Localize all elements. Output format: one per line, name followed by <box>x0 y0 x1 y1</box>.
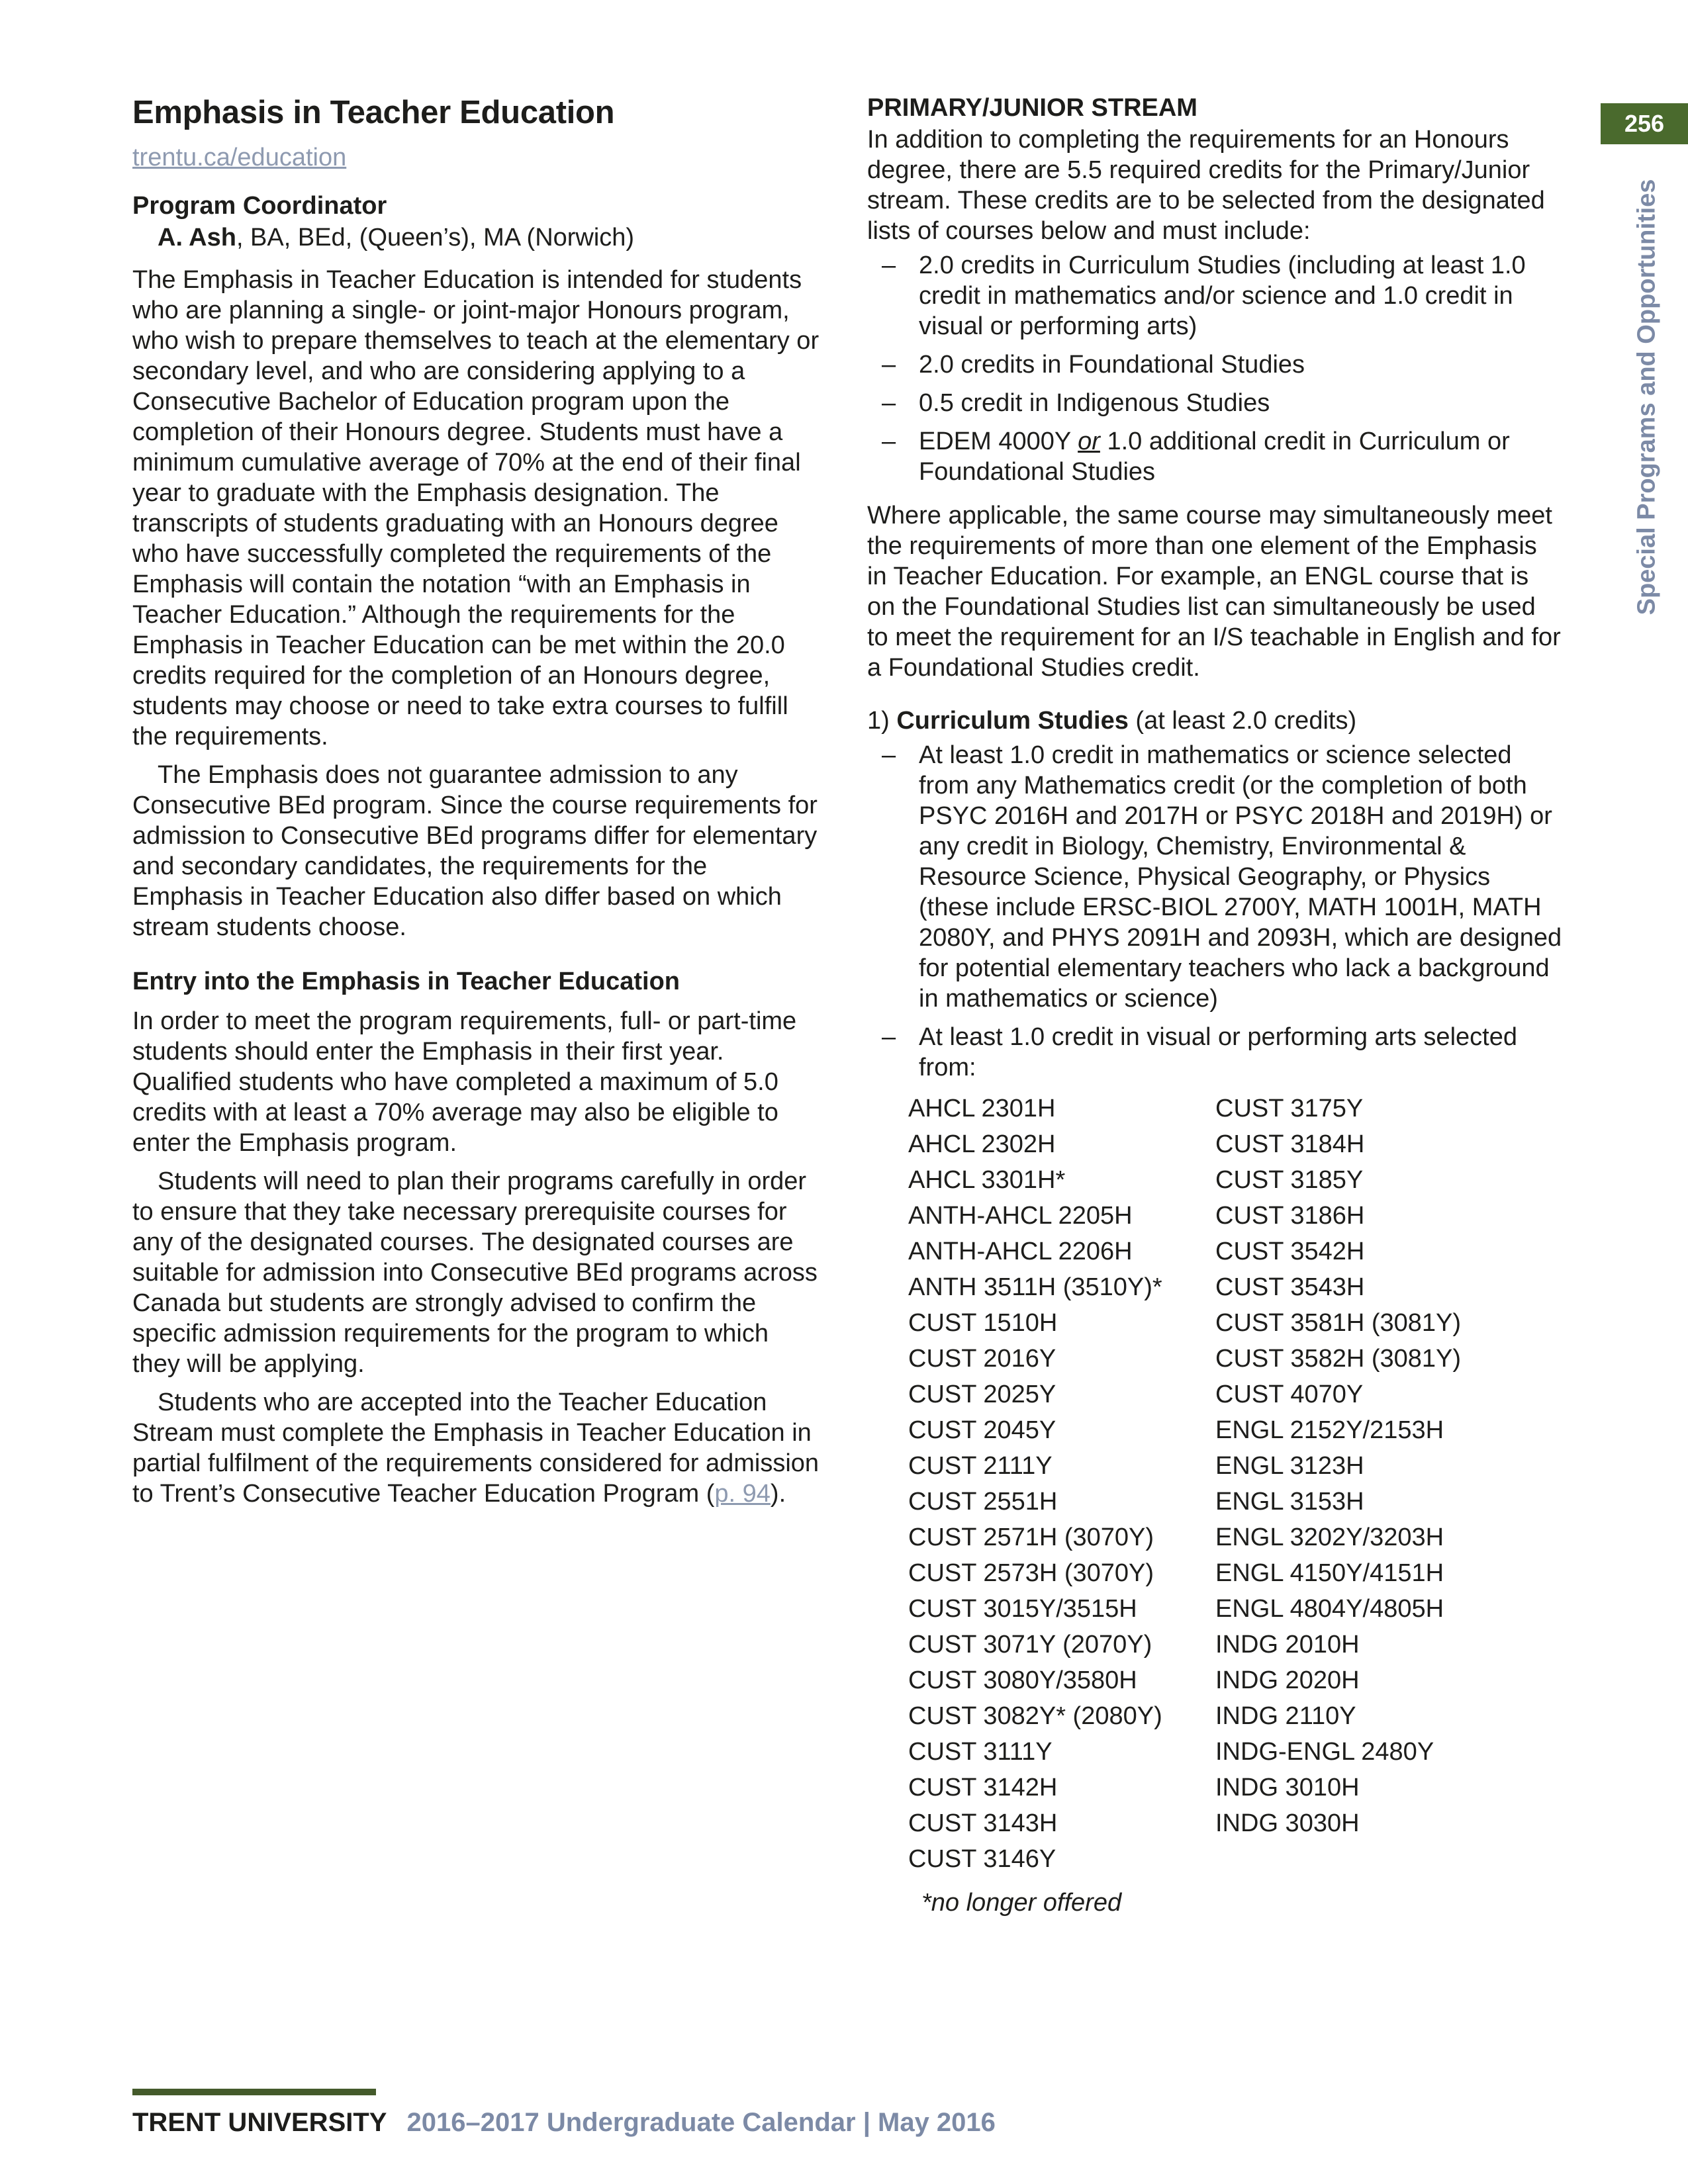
dash-bullet: – <box>882 351 896 379</box>
course-code: CUST 3581H (3081Y) <box>1215 1309 1462 1337</box>
course-code: CUST 3071Y (2070Y) <box>908 1631 1152 1659</box>
table-row <box>908 1412 1461 1448</box>
course-code: CUST 2045Y <box>908 1416 1056 1444</box>
table-row <box>908 1520 1461 1555</box>
curriculum-studies-note: (at least 2.0 credits) <box>1128 707 1357 735</box>
table-row <box>908 1805 1461 1841</box>
requirement-text: 0.5 credit in Indigenous Studies <box>919 389 1270 417</box>
course-code: CUST 2111Y <box>908 1452 1053 1480</box>
requirement-text: EDEM 4000Y <box>919 428 1078 455</box>
dash-bullet: – <box>882 1023 896 1051</box>
course-code: AHCL 3301H* <box>908 1166 1066 1194</box>
course-code: CUST 3185Y <box>1215 1166 1364 1194</box>
course-code: ENGL 4804Y/4805H <box>1215 1595 1444 1623</box>
course-code: CUST 3543H <box>1215 1273 1365 1301</box>
course-code: CUST 3111Y <box>908 1738 1053 1766</box>
table-row <box>908 1591 1461 1627</box>
course-code: CUST 3582H (3081Y) <box>1215 1345 1462 1373</box>
course-code: CUST 2551H <box>908 1488 1058 1516</box>
footer <box>132 2108 996 2138</box>
table-row <box>908 1698 1461 1734</box>
section-number: 1) <box>867 707 897 735</box>
table-row <box>908 1162 1461 1198</box>
course-code: CUST 4070Y <box>1215 1381 1364 1408</box>
footer-calendar: 2016–2017 Undergraduate Calendar | May 2016 <box>406 2108 996 2137</box>
education-url-link[interactable]: trentu.ca/education <box>132 144 347 171</box>
course-code: CUST 3186H <box>1215 1202 1365 1230</box>
stream-paragraph <box>132 1387 821 1509</box>
course-code: ANTH-AHCL 2206H <box>908 1238 1133 1265</box>
course-code: ANTH-AHCL 2205H <box>908 1202 1133 1230</box>
right-column <box>867 91 1562 1919</box>
course-table <box>908 1091 1461 1877</box>
table-row <box>908 1341 1461 1377</box>
course-code: INDG 2010H <box>1215 1631 1360 1659</box>
course-code: ENGL 3123H <box>1215 1452 1364 1480</box>
stream-intro: In addition to completing the requirements for an Honours degree, there are 5.5 required credits for the Primary/Junior stream. These credits are to be selected from the designated lists of courses below and must include: <box>867 126 1545 245</box>
section-side-label: Special Programs and Opportunities <box>1632 179 1661 615</box>
or-emphasis: or <box>1078 428 1100 455</box>
entry-paragraph: In order to meet the program requirements, full- or part-time students should enter the Emphasis in their first year. Qualified students who have completed a maximum of 5.0 credits with at least a 70% average may also be eligible to enter the Emphasis program. <box>132 1007 797 1157</box>
list-item <box>867 250 1562 341</box>
requirement-text: 2.0 credits in Curriculum Studies (including at least 1.0 credit in mathematics and/or science and 1.0 credit in visual or performing arts) <box>919 251 1526 340</box>
dash-bullet: – <box>882 251 896 279</box>
table-row <box>908 1305 1461 1341</box>
table-row <box>908 1484 1461 1520</box>
table-row <box>908 1091 1461 1126</box>
curriculum-list <box>867 740 1562 1083</box>
curriculum-text: At least 1.0 credit in visual or performing arts selected from: <box>919 1023 1517 1081</box>
course-code: INDG 3010H <box>1215 1774 1360 1801</box>
course-code: CUST 3142H <box>908 1774 1058 1801</box>
requirement-text-end: 1.0 additional credit in Curriculum or Foundational Studies <box>919 428 1510 486</box>
course-code: ENGL 2152Y/2153H <box>1215 1416 1444 1444</box>
course-code: CUST 2573H (3070Y) <box>908 1559 1154 1587</box>
list-item <box>867 1022 1562 1083</box>
dash-bullet: – <box>882 741 896 769</box>
table-row <box>908 1234 1461 1269</box>
course-code: CUST 2025Y <box>908 1381 1056 1408</box>
stream-heading: PRIMARY/JUNIOR STREAM <box>867 94 1197 122</box>
coordinator-credentials: , BA, BEd, (Queen’s), MA (Norwich) <box>236 224 635 251</box>
course-code: CUST 3184H <box>1215 1130 1365 1158</box>
course-code: INDG-ENGL 2480Y <box>1215 1738 1434 1766</box>
course-code: CUST 3175Y <box>1215 1095 1364 1122</box>
table-row <box>908 1770 1461 1805</box>
course-code: ANTH 3511H (3510Y)* <box>908 1273 1162 1301</box>
curriculum-text: At least 1.0 credit in mathematics or science selected from any Mathematics credit (or the completion of both PSYC 2016H and 2017H or PSYC 2018H and 2019H) or any credit in Biology, Chemistry, Environmental & Resource Science, Physical Geography, or Physics (these include ERSC-BIOL 2700Y, MATH 1001H, MATH 2080Y, and PHYS 2091H and 2093H, which are designed for potential elementary teachers who lack a background in mathematics or science) <box>919 741 1562 1013</box>
course-code: CUST 2016Y <box>908 1345 1056 1373</box>
table-row <box>908 1269 1461 1305</box>
stream-paragraph-end: ). <box>770 1480 786 1508</box>
page-title: Emphasis in Teacher Education <box>132 95 615 130</box>
course-code: CUST 3542H <box>1215 1238 1365 1265</box>
list-item <box>867 388 1562 418</box>
coordinator-line <box>132 222 821 253</box>
coordinator-name: A. Ash <box>158 224 236 251</box>
requirements-list <box>867 250 1562 487</box>
course-code: INDG 2020H <box>1215 1666 1360 1694</box>
course-code: ENGL 4150Y/4151H <box>1215 1559 1444 1587</box>
dash-bullet: – <box>882 389 896 417</box>
table-row <box>908 1662 1461 1698</box>
table-row <box>908 1734 1461 1770</box>
table-row <box>908 1448 1461 1484</box>
stream-paragraph-text: Students who are accepted into the Teacher Education Stream must complete the Emphasis in Teacher Education in partial fulfilment of the requirements considered for admission to Trent’s Consecutive Teacher Education Program ( <box>132 1388 820 1508</box>
requirement-text: 2.0 credits in Foundational Studies <box>919 351 1305 379</box>
table-row <box>908 1841 1461 1877</box>
curriculum-studies-title: Curriculum Studies <box>896 707 1129 735</box>
table-row <box>908 1627 1461 1662</box>
footer-university: TRENT UNIVERSITY <box>132 2108 387 2137</box>
page-number-badge: 256 <box>1601 103 1688 144</box>
table-row <box>908 1126 1461 1162</box>
course-code: CUST 3015Y/3515H <box>908 1595 1137 1623</box>
course-code: AHCL 2302H <box>908 1130 1056 1158</box>
list-item <box>867 349 1562 380</box>
course-code: ENGL 3153H <box>1215 1488 1364 1516</box>
admission-paragraph: The Emphasis does not guarantee admission to any Consecutive BEd program. Since the course requirements for admission to Consecutive BEd programs differ for elementary and secondary candidates, the requirements for the Emphasis in Teacher Education also differ based on which stream students choose. <box>132 761 818 941</box>
course-code: CUST 3080Y/3580H <box>908 1666 1137 1694</box>
course-code: INDG 3030H <box>1215 1809 1360 1837</box>
course-code: CUST 2571H (3070Y) <box>908 1524 1154 1551</box>
course-code: CUST 3143H <box>908 1809 1058 1837</box>
table-row <box>908 1198 1461 1234</box>
entry-heading: Entry into the Emphasis in Teacher Education <box>132 968 680 995</box>
list-item <box>867 740 1562 1014</box>
course-code <box>1215 1841 1461 1877</box>
list-item <box>867 426 1562 487</box>
course-code: ENGL 3202Y/3203H <box>1215 1524 1444 1551</box>
coordinator-heading: Program Coordinator <box>132 192 387 220</box>
applicable-paragraph: Where applicable, the same course may simultaneously meet the requirements of more than one element of the Emphasis in Teacher Education. For example, an ENGL course that is on the Foundational Studies list can simultaneously be used to meet the requirement for an I/S teachable in English and for a Foundational Studies credit. <box>867 502 1561 682</box>
course-code: CUST 3146Y <box>908 1845 1056 1873</box>
page-reference-link[interactable]: p. 94 <box>714 1480 771 1508</box>
table-row <box>908 1555 1461 1591</box>
course-code: INDG 2110Y <box>1215 1702 1356 1730</box>
course-code: AHCL 2301H <box>908 1095 1056 1122</box>
course-code: CUST 1510H <box>908 1309 1058 1337</box>
footer-rule <box>132 2089 376 2095</box>
left-column <box>132 91 821 1509</box>
dash-bullet: – <box>882 428 896 455</box>
footnote: *no longer offered <box>921 1889 1122 1917</box>
intro-paragraph: The Emphasis in Teacher Education is intended for students who are planning a single- or joint-major Honours program, who wish to prepare themselves to teach at the elementary or secondary level, and who are considering applying to a Consecutive Bachelor of Education program upon the completion of their Honours degree. Students must have a minimum cumulative average of 70% at the end of their final year to graduate with the Emphasis designation. The transcripts of students graduating with an Honours degree who have successfully completed the requirements of the Emphasis will contain the notation “with an Emphasis in Teacher Education.” Although the requirements for the Emphasis in Teacher Education can be met within the 20.0 credits required for the completion of an Honours degree, students may choose or need to take extra courses to fulfill the requirements. <box>132 266 820 751</box>
planning-paragraph: Students will need to plan their programs carefully in order to ensure that they take necessary prerequisite courses for any of the designated courses. The designated courses are suitable for admission into Consecutive BEd programs across Canada but students are strongly advised to confirm the specific admission requirements for the program to which they will be applying. <box>132 1167 818 1378</box>
curriculum-studies-heading <box>867 705 1562 736</box>
course-code: CUST 3082Y* (2080Y) <box>908 1702 1162 1730</box>
table-row <box>908 1377 1461 1412</box>
